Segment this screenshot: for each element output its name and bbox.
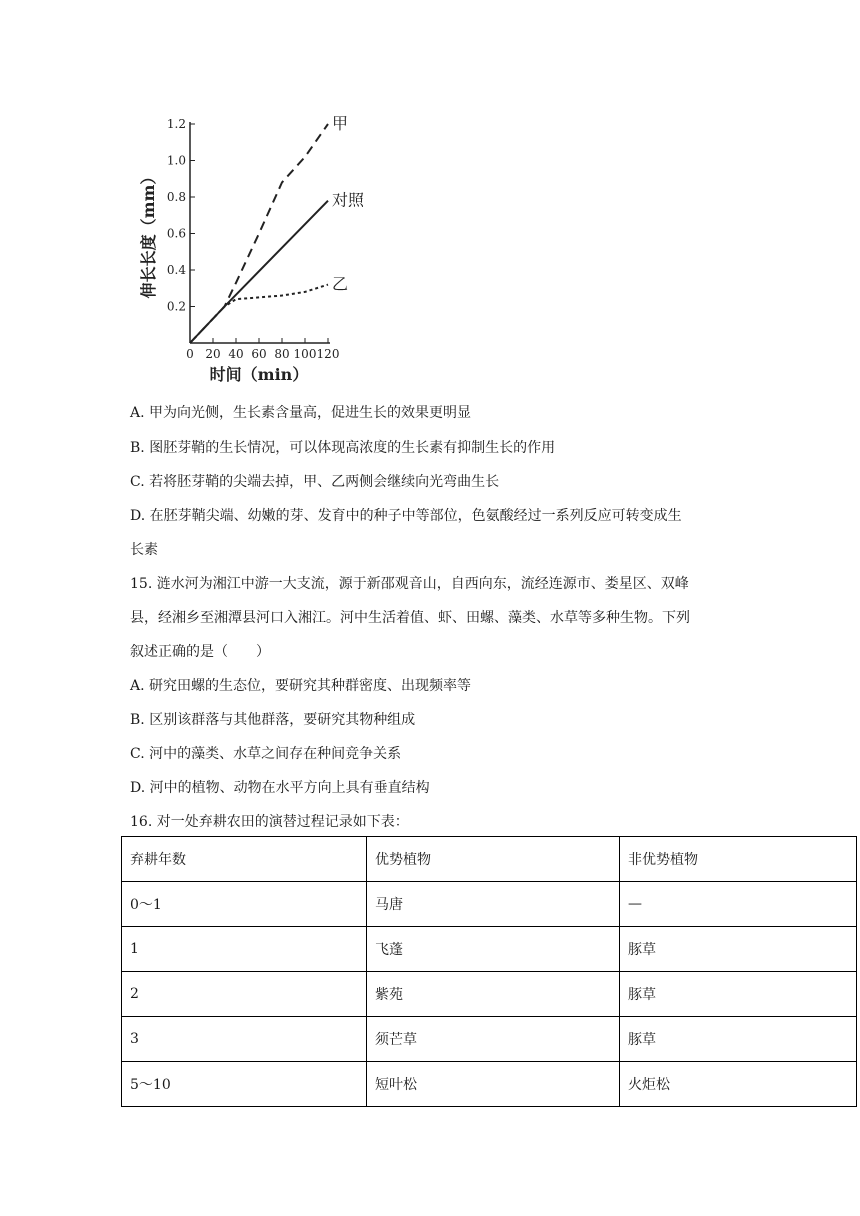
y-tick-label: 0.4 bbox=[166, 263, 186, 277]
origin-label: 0 bbox=[186, 347, 194, 361]
q15-stem-line-2: 县，经湘乡至湘潭县河口入湘江。河中生活着值、虾、田螺、藻类、水草等多种生物。下列 bbox=[130, 610, 690, 626]
q15-option-a: A. 研究田螺的生态位，要研究其种群密度、出现频率等 bbox=[130, 678, 472, 694]
table-cell: — bbox=[620, 882, 857, 927]
q14-option-c: C. 若将胚芽鞘的尖端去掉，甲、乙两侧会继续向光弯曲生长 bbox=[130, 474, 500, 490]
table-header-row bbox=[122, 837, 857, 882]
x-tick-label: 100 bbox=[293, 347, 317, 361]
series-label: 甲 bbox=[332, 114, 349, 133]
table-cell: 飞蓬 bbox=[367, 927, 620, 972]
q15-stem-line-1: 15. 涟水河为湘江中游一大支流，源于新邵观音山，自西向东，流经连源市、娄星区、双峰 bbox=[130, 576, 689, 592]
table-cell: 火炬松 bbox=[620, 1062, 857, 1107]
header-nondominant: 非优势植物 bbox=[620, 837, 857, 882]
table-cell: 豚草 bbox=[620, 972, 857, 1017]
table-cell: 1 bbox=[122, 927, 367, 972]
q14-option-b: B. 图胚芽鞘的生长情况，可以体现高浓度的生长素有抑制生长的作用 bbox=[130, 440, 556, 456]
series-control-line bbox=[190, 201, 328, 343]
table-cell: 须芒草 bbox=[367, 1017, 620, 1062]
series-label: 乙 bbox=[332, 274, 349, 294]
table-cell: 3 bbox=[122, 1017, 367, 1062]
x-tick-label: 120 bbox=[316, 347, 340, 361]
succession-table bbox=[121, 836, 857, 1107]
y-axis-label: 伸长长度（mm） bbox=[139, 168, 158, 299]
x-tick-label: 20 bbox=[205, 347, 221, 361]
series-yi-line bbox=[190, 285, 328, 343]
q15-option-b: B. 区别该群落与其他群落，要研究其物种组成 bbox=[130, 712, 416, 728]
table-row bbox=[122, 1017, 857, 1062]
y-tick-label: 0.6 bbox=[166, 226, 186, 241]
q14-option-a: A. 甲为向光侧，生长素含量高，促进生长的效果更明显 bbox=[130, 405, 472, 421]
table-cell: 豚草 bbox=[620, 1017, 857, 1062]
table-cell: 豚草 bbox=[620, 927, 857, 972]
table-row bbox=[122, 927, 857, 972]
x-tick-label: 80 bbox=[274, 347, 290, 361]
x-tick-label: 40 bbox=[228, 347, 244, 361]
table-cell: 马唐 bbox=[367, 882, 620, 927]
header-dominant: 优势植物 bbox=[367, 837, 620, 882]
table-cell: 短叶松 bbox=[367, 1062, 620, 1107]
q14-option-d: D. 在胚芽鞘尖端、幼嫩的芽、发育中的种子中等部位，色氨酸经过一系列反应可转变成生 bbox=[130, 508, 682, 524]
y-tick-label: 0.8 bbox=[166, 190, 186, 204]
x-axis-label: 时间（min） bbox=[209, 365, 309, 384]
table-cell: 紫苑 bbox=[367, 972, 620, 1017]
q14-option-d-continued: 长素 bbox=[130, 542, 158, 558]
q15-option-c: C. 河中的藻类、水草之间存在种间竞争关系 bbox=[130, 746, 402, 762]
q16-title: 16. 对一处弃耕农田的演替过程记录如下表： bbox=[130, 814, 409, 830]
y-tick-label: 0.2 bbox=[166, 299, 186, 314]
table-cell: 2 bbox=[122, 972, 367, 1017]
table-cell: 0～1 bbox=[122, 882, 367, 927]
y-tick-label: 1.2 bbox=[166, 117, 186, 131]
table-cell: 5～10 bbox=[122, 1062, 367, 1107]
y-tick-label: 1.0 bbox=[166, 153, 186, 168]
header-years: 弃耕年数 bbox=[122, 837, 367, 882]
table-row bbox=[122, 1062, 857, 1107]
q15-option-d: D. 河中的植物、动物在水平方向上具有垂直结构 bbox=[130, 780, 430, 796]
x-tick-label: 60 bbox=[251, 347, 267, 361]
series-jia-line bbox=[190, 124, 328, 343]
table-row bbox=[122, 972, 857, 1017]
table-row bbox=[122, 882, 857, 927]
series-label: 对照 bbox=[332, 190, 365, 210]
growth-chart bbox=[130, 108, 380, 388]
q15-stem-line-3: 叙述正确的是（ ） bbox=[130, 644, 270, 660]
